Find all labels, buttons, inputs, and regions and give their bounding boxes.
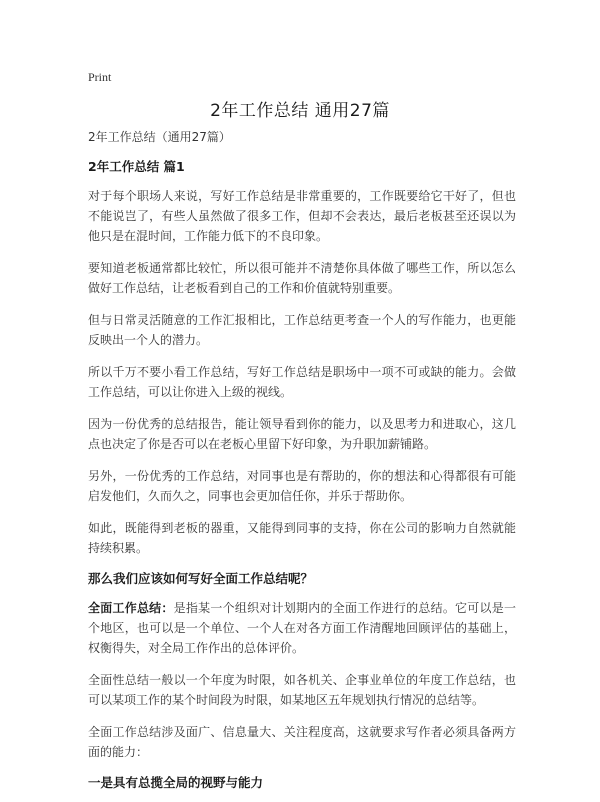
paragraph-3: 但与日常灵活随意的工作汇报相比，工作总结更考查一个人的写作能力，也更能反映出一个人的潜力。: [88, 313, 516, 347]
paragraph-8: [88, 598, 516, 658]
question-heading: 那么我们应该如何写好全面工作总结呢？: [88, 571, 314, 586]
document-title: 2年工作总结 通用27篇: [210, 101, 390, 121]
paragraph-5: 因为一份优秀的总结报告，能让领导看到你的能力，以及思考力和进取心，这几点也决定了你是否可以在老板心里留下好印象，为升职加薪铺路。: [88, 417, 516, 451]
paragraph-1: 对于每个职场人来说，写好工作总结是非常重要的，工作既要给它干好了，但也不能说岂了，有些人虽然做了很多工作，但却不会表达，最后老板甚至还误以为他只是在混时间，工作能力低下的不良印象。: [88, 189, 516, 243]
paragraph-7: 如此，既能得到老板的器重，又能得到同事的支持，你在公司的影响力自然就能持续积累。: [88, 521, 516, 555]
paragraph-4: 所以千万不要小看工作总结，写好工作总结是职场中一项不可或缺的能力。会做工作总结，可以让你进入上级的视线。: [88, 365, 516, 399]
paragraph-8-body: 是指某一个组织对计划期内的全面工作进行的总结。它可以是一个地区，也可以是一个单位、一个人在对各方面工作清醒地回顾评估的基础上，权衡得失，对全局工作作出的总体评价。: [88, 601, 516, 655]
print-label: Print: [88, 70, 112, 84]
document-subtitle: 2年工作总结（通用27篇）: [88, 130, 231, 144]
section-heading-2: 一是具有总揽全局的视野与能力: [88, 775, 264, 790]
document-body: [88, 128, 516, 802]
paragraph-8-lead: 全面工作总结：: [88, 601, 174, 615]
paragraph-2: 要知道老板通常都比较忙，所以很可能并不清楚你具体做了哪些工作，所以怎么做好工作总结，让老板看到自己的工作和价值就特别重要。: [88, 261, 516, 295]
paragraph-6: 另外，一份优秀的工作总结，对同事也是有帮助的，你的想法和心得都很有可能启发他们，久而久之，同事也会更加信任你，并乐于帮助你。: [88, 469, 516, 503]
paragraph-10: 全面工作总结涉及面广、信息量大、关注程度高，这就要求写作者必须具备两方面的能力：: [88, 725, 516, 759]
paragraph-9: 全面性总结一般以一个年度为时限，如各机关、企事业单位的年度工作总结，也可以某项工作的某个时间段为时限，如某地区五年规划执行情况的总结等。: [88, 673, 516, 707]
section-heading-1: 2年工作总结 篇1: [88, 159, 185, 174]
